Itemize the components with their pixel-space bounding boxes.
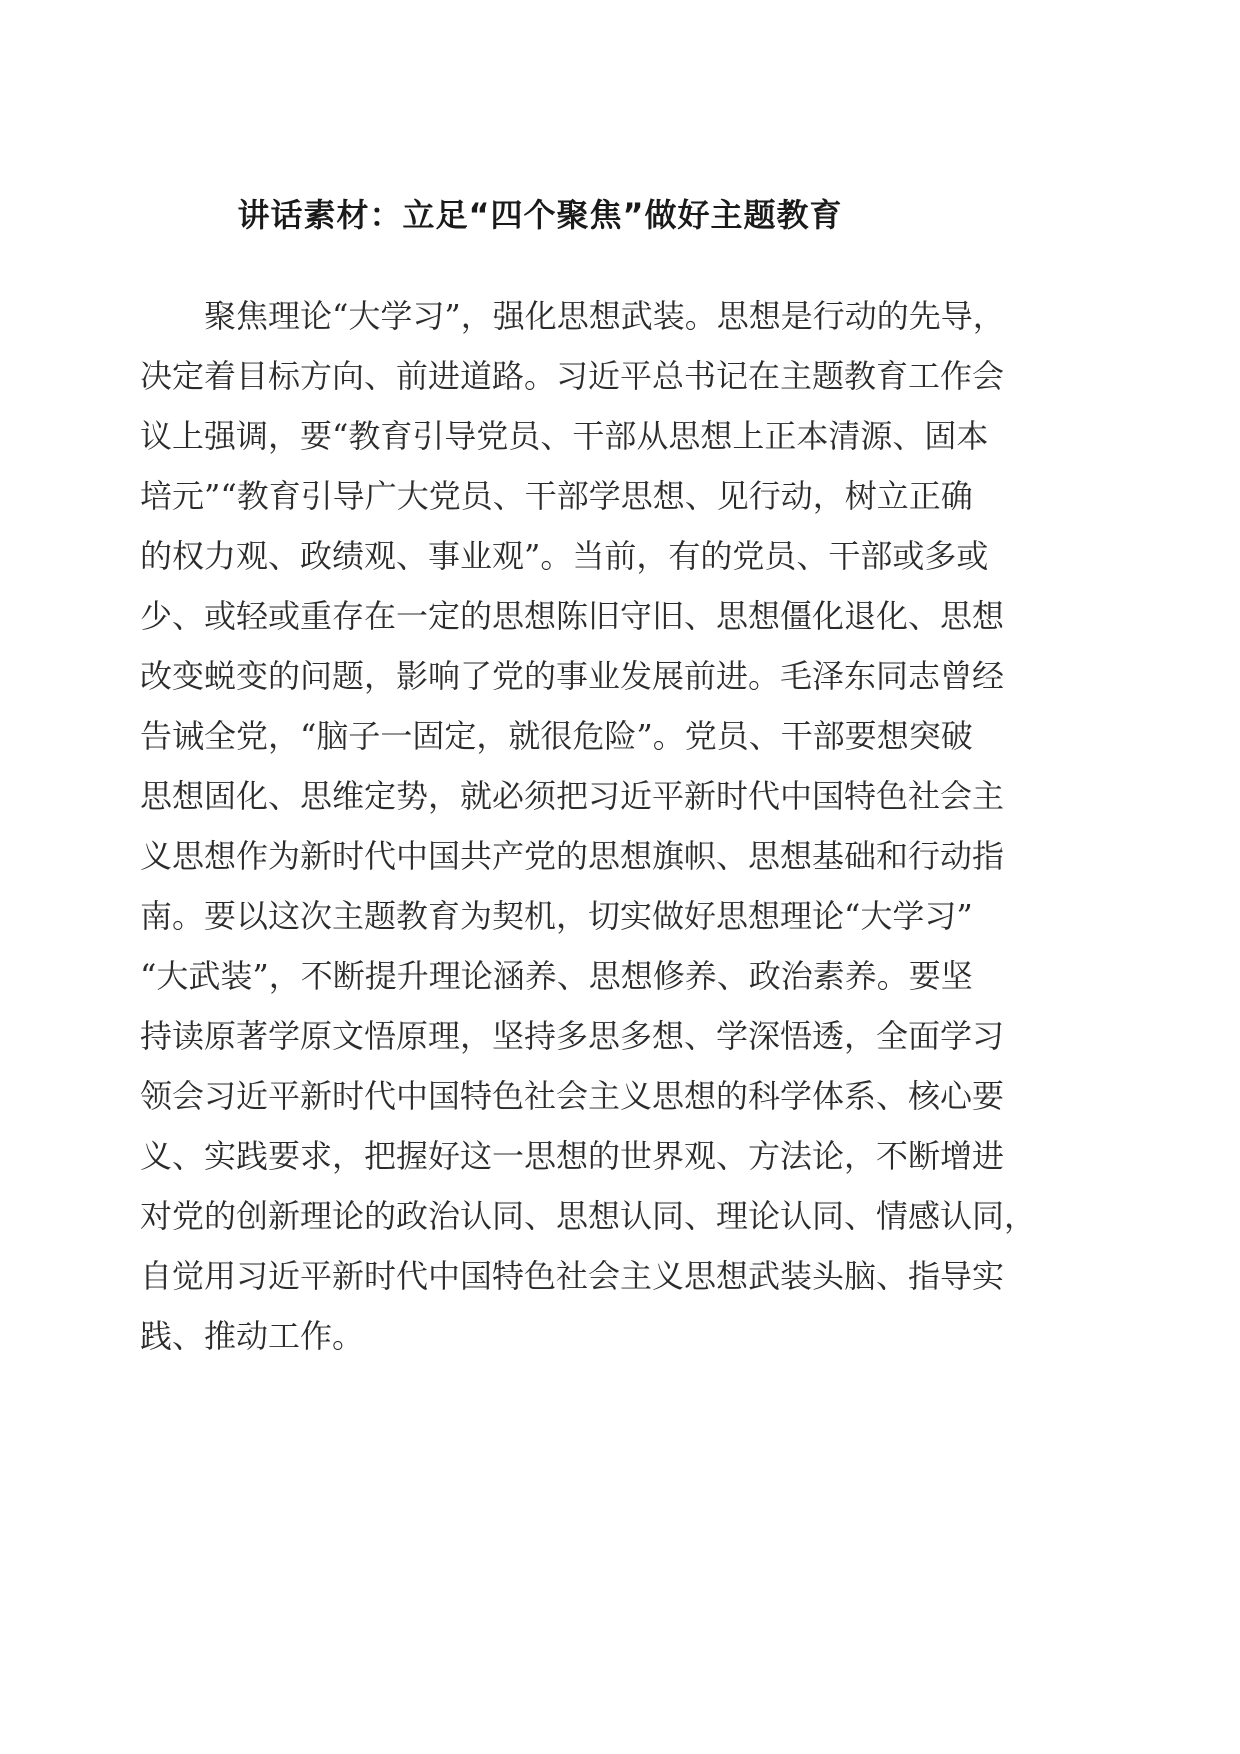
paragraph-line: 的权力观、政绩观、事业观”。当前，有的党员、干部或多或 [140, 537, 989, 575]
paragraph-line: 聚焦理论“大学习”，强化思想武装。思想是行动的先导， [204, 297, 1005, 335]
paragraph-line: 践、推动工作。 [140, 1317, 365, 1355]
paragraph-line: 南。要以这次主题教育为契机，切实做好思想理论“大学习” [140, 897, 973, 935]
paragraph-line: 决定着目标方向、前进道路。习近平总书记在主题教育工作会 [140, 357, 1005, 395]
paragraph-line: 持读原著学原文悟原理，坚持多思多想、学深悟透，全面学习 [140, 1017, 1005, 1055]
paragraph-line: 议上强调，要“教育引导党员、干部从思想上正本清源、固本 [140, 417, 989, 455]
paragraph-line: 改变蜕变的问题，影响了党的事业发展前进。毛泽东同志曾经 [140, 657, 1005, 695]
document-title: 讲话素材：立足“四个聚焦”做好主题教育 [237, 196, 843, 234]
paragraph-line: 培元”“教育引导广大党员、干部学思想、见行动，树立正确 [140, 477, 973, 515]
paragraph-line: 少、或轻或重存在一定的思想陈旧守旧、思想僵化退化、思想 [140, 597, 1005, 635]
paragraph-line: 告诫全党，“脑子一固定，就很危险”。党员、干部要想突破 [140, 717, 973, 755]
paragraph-line: “大武装”，不断提升理论涵养、思想修养、政治素养。要坚 [140, 957, 973, 995]
paragraph-line: 义思想作为新时代中国共产党的思想旗帜、思想基础和行动指 [140, 837, 1005, 875]
paragraph-line: 自觉用习近平新时代中国特色社会主义思想武装头脑、指导实 [140, 1257, 1005, 1295]
paragraph-line: 领会习近平新时代中国特色社会主义思想的科学体系、核心要 [140, 1077, 1005, 1115]
document-body [140, 286, 1037, 1366]
paragraph-line: 思想固化、思维定势，就必须把习近平新时代中国特色社会主 [140, 777, 1005, 815]
paragraph-line: 义、实践要求，把握好这一思想的世界观、方法论，不断增进 [140, 1137, 1005, 1175]
paragraph-line: 对党的创新理论的政治认同、思想认同、理论认同、情感认同， [140, 1197, 1037, 1235]
